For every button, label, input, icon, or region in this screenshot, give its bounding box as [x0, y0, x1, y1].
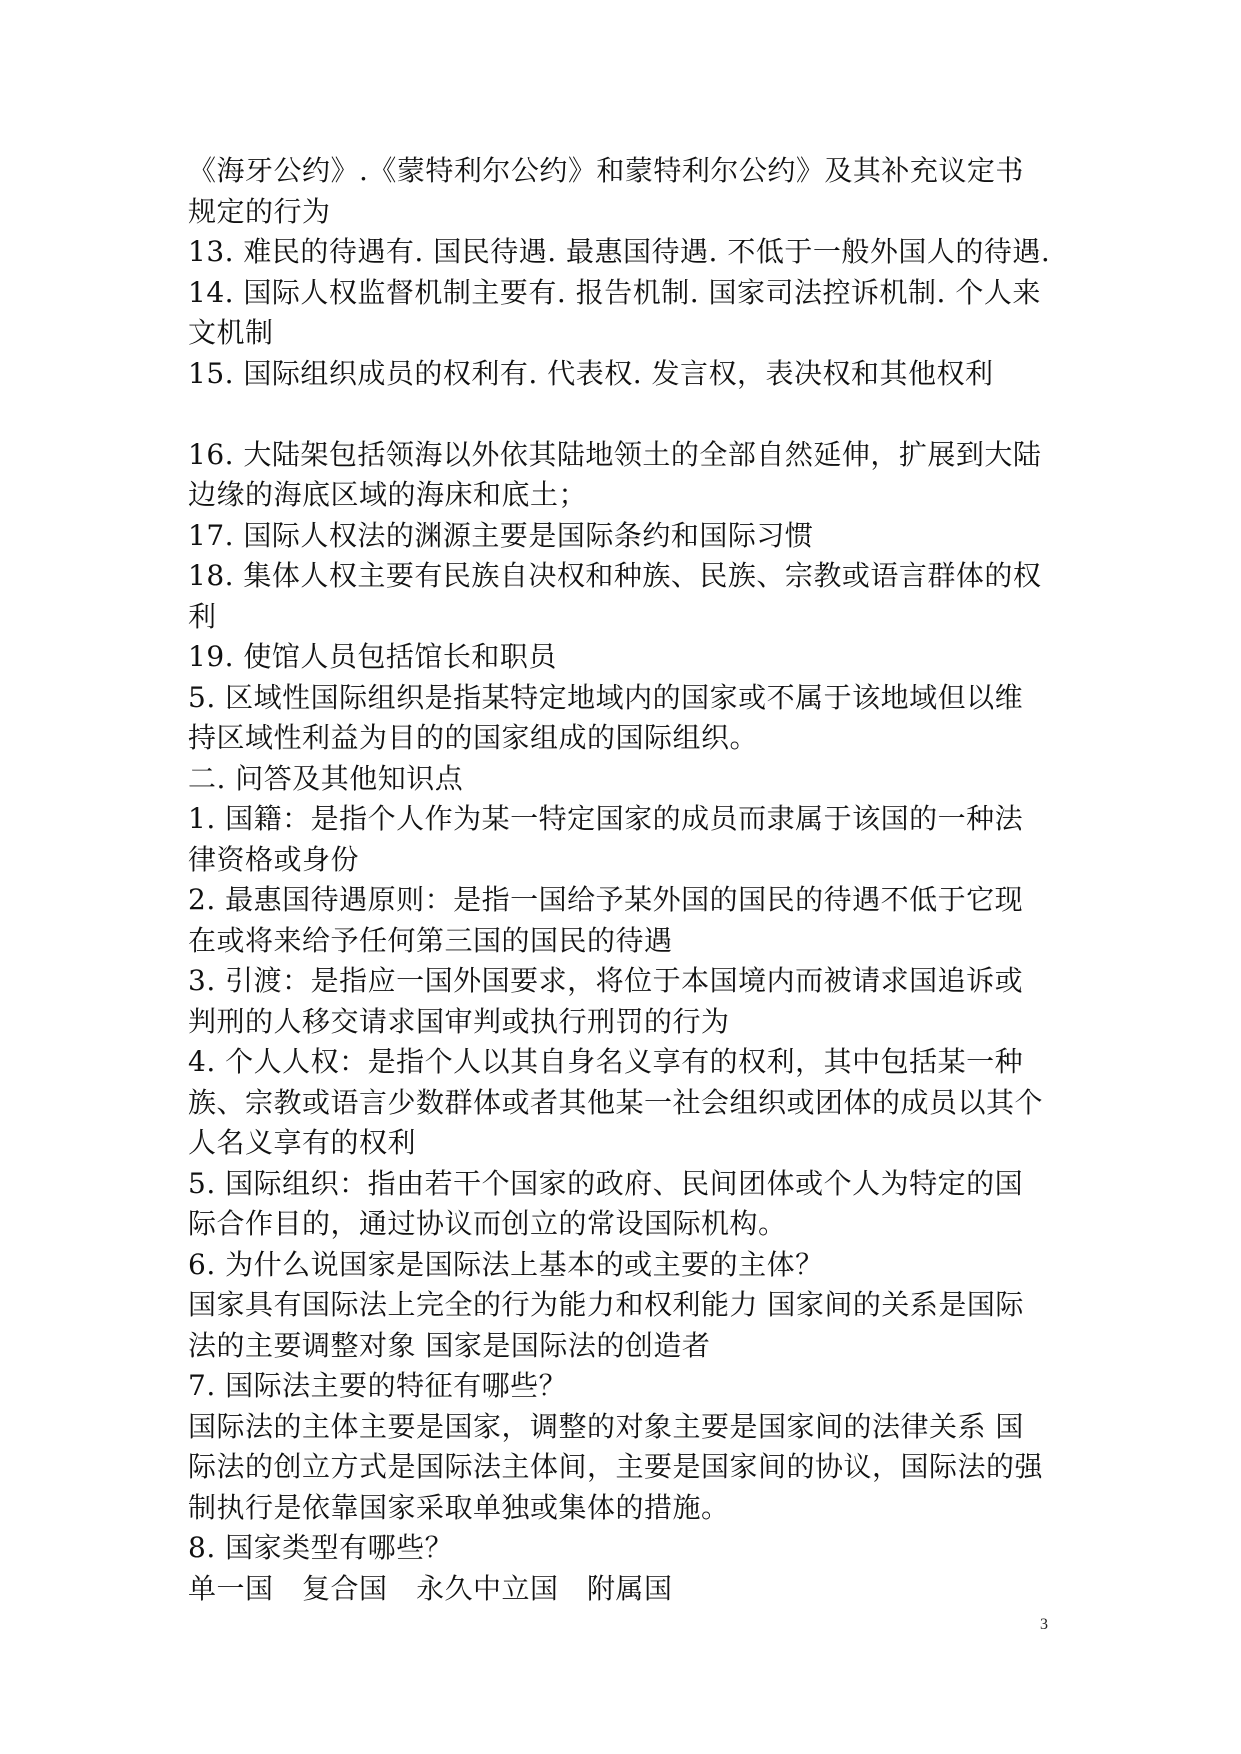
text-line: 3. 引渡：是指应一国外国要求，将位于本国境内而被请求国追诉或 [188, 964, 1024, 997]
text-line: 持区域性利益为目的的国家组成的国际组织。 [188, 721, 759, 754]
text-line: 15. 国际组织成员的权利有. 代表权. 发言权，表决权和其他权利 [188, 356, 994, 390]
text-line: 18. 集体人权主要有民族自决权和种族、民族、宗教或语言群体的权 [188, 559, 1042, 592]
text-line: 国家具有国际法上完全的行为能力和权利能力 国家间的关系是国际 [188, 1288, 1024, 1321]
page-number: 3 [1040, 1616, 1048, 1633]
text-line: 人名义享有的权利 [188, 1126, 417, 1159]
text-line: 制执行是依靠国家采取单独或集体的措施。 [188, 1490, 730, 1524]
text-line: 国际法的主体主要是国家，调整的对象主要是国家间的法律关系 国 [188, 1409, 1024, 1443]
text-line: 族、宗教或语言少数群体或者其他某一社会组织或团体的成员以其个 [188, 1085, 1044, 1119]
text-line: 法的主要调整对象 国家是国际法的创造者 [188, 1328, 711, 1362]
text-line: 5. 区域性国际组织是指某特定地域内的国家或不属于该地域但以维 [188, 680, 1024, 714]
text-line: 17. 国际人权法的渊源主要是国际条约和国际习惯 [188, 518, 814, 552]
text-line: 文机制 [188, 316, 274, 349]
text-line: 19. 使馆人员包括馆长和职员 [188, 640, 557, 673]
text-line: 律资格或身份 [188, 842, 360, 876]
text-line: 利 [188, 599, 217, 633]
text-line: 14. 国际人权监督机制主要有. 报告机制. 国家司法控诉机制. 个人来 [188, 275, 1041, 309]
blank-line [188, 394, 1068, 435]
text-line: 规定的行为 [188, 194, 331, 228]
text-line: 4. 个人人权：是指个人以其自身名义享有的权利，其中包括某一种 [188, 1045, 1024, 1078]
text-line: 单一国 复合国 永久中立国 附属国 [188, 1571, 673, 1605]
text-line: 判刑的人移交请求国审判或执行刑罚的行为 [188, 1004, 730, 1038]
section-heading: 二. 问答及其他知识点 [188, 761, 464, 795]
text-line: 5. 国际组织：指由若干个国家的政府、民间团体或个人为特定的国 [188, 1166, 1024, 1200]
document-body [188, 151, 1068, 1609]
text-line: 际合作目的，通过协议而创立的常设国际机构。 [188, 1207, 787, 1240]
text-line: 在或将来给予任何第三国的国民的待遇 [188, 923, 673, 957]
text-line: 际法的创立方式是国际法主体间，主要是国家间的协议，国际法的强 [188, 1450, 1044, 1483]
question-line: 6. 为什么说国家是国际法上基本的或主要的主体？ [188, 1247, 824, 1281]
question-line: 8. 国家类型有哪些？ [188, 1531, 454, 1564]
text-line: 1. 国籍：是指个人作为某一特定国家的成员而隶属于该国的一种法 [188, 802, 1024, 835]
text-line: 16. 大陆架包括领海以外依其陆地领土的全部自然延伸，扩展到大陆 [188, 437, 1042, 471]
text-line: 边缘的海底区域的海床和底土； [188, 478, 588, 511]
text-line: 2. 最惠国待遇原则：是指一国给予某外国的国民的待遇不低于它现 [188, 883, 1024, 916]
text-line: 《海牙公约》.《蒙特利尔公约》和蒙特利尔公约》及其补充议定书 [188, 154, 1024, 187]
question-line: 7. 国际法主要的特征有哪些？ [188, 1369, 568, 1402]
text-line: 13. 难民的待遇有. 国民待遇. 最惠国待遇. 不低于一般外国人的待遇. [188, 235, 1051, 268]
